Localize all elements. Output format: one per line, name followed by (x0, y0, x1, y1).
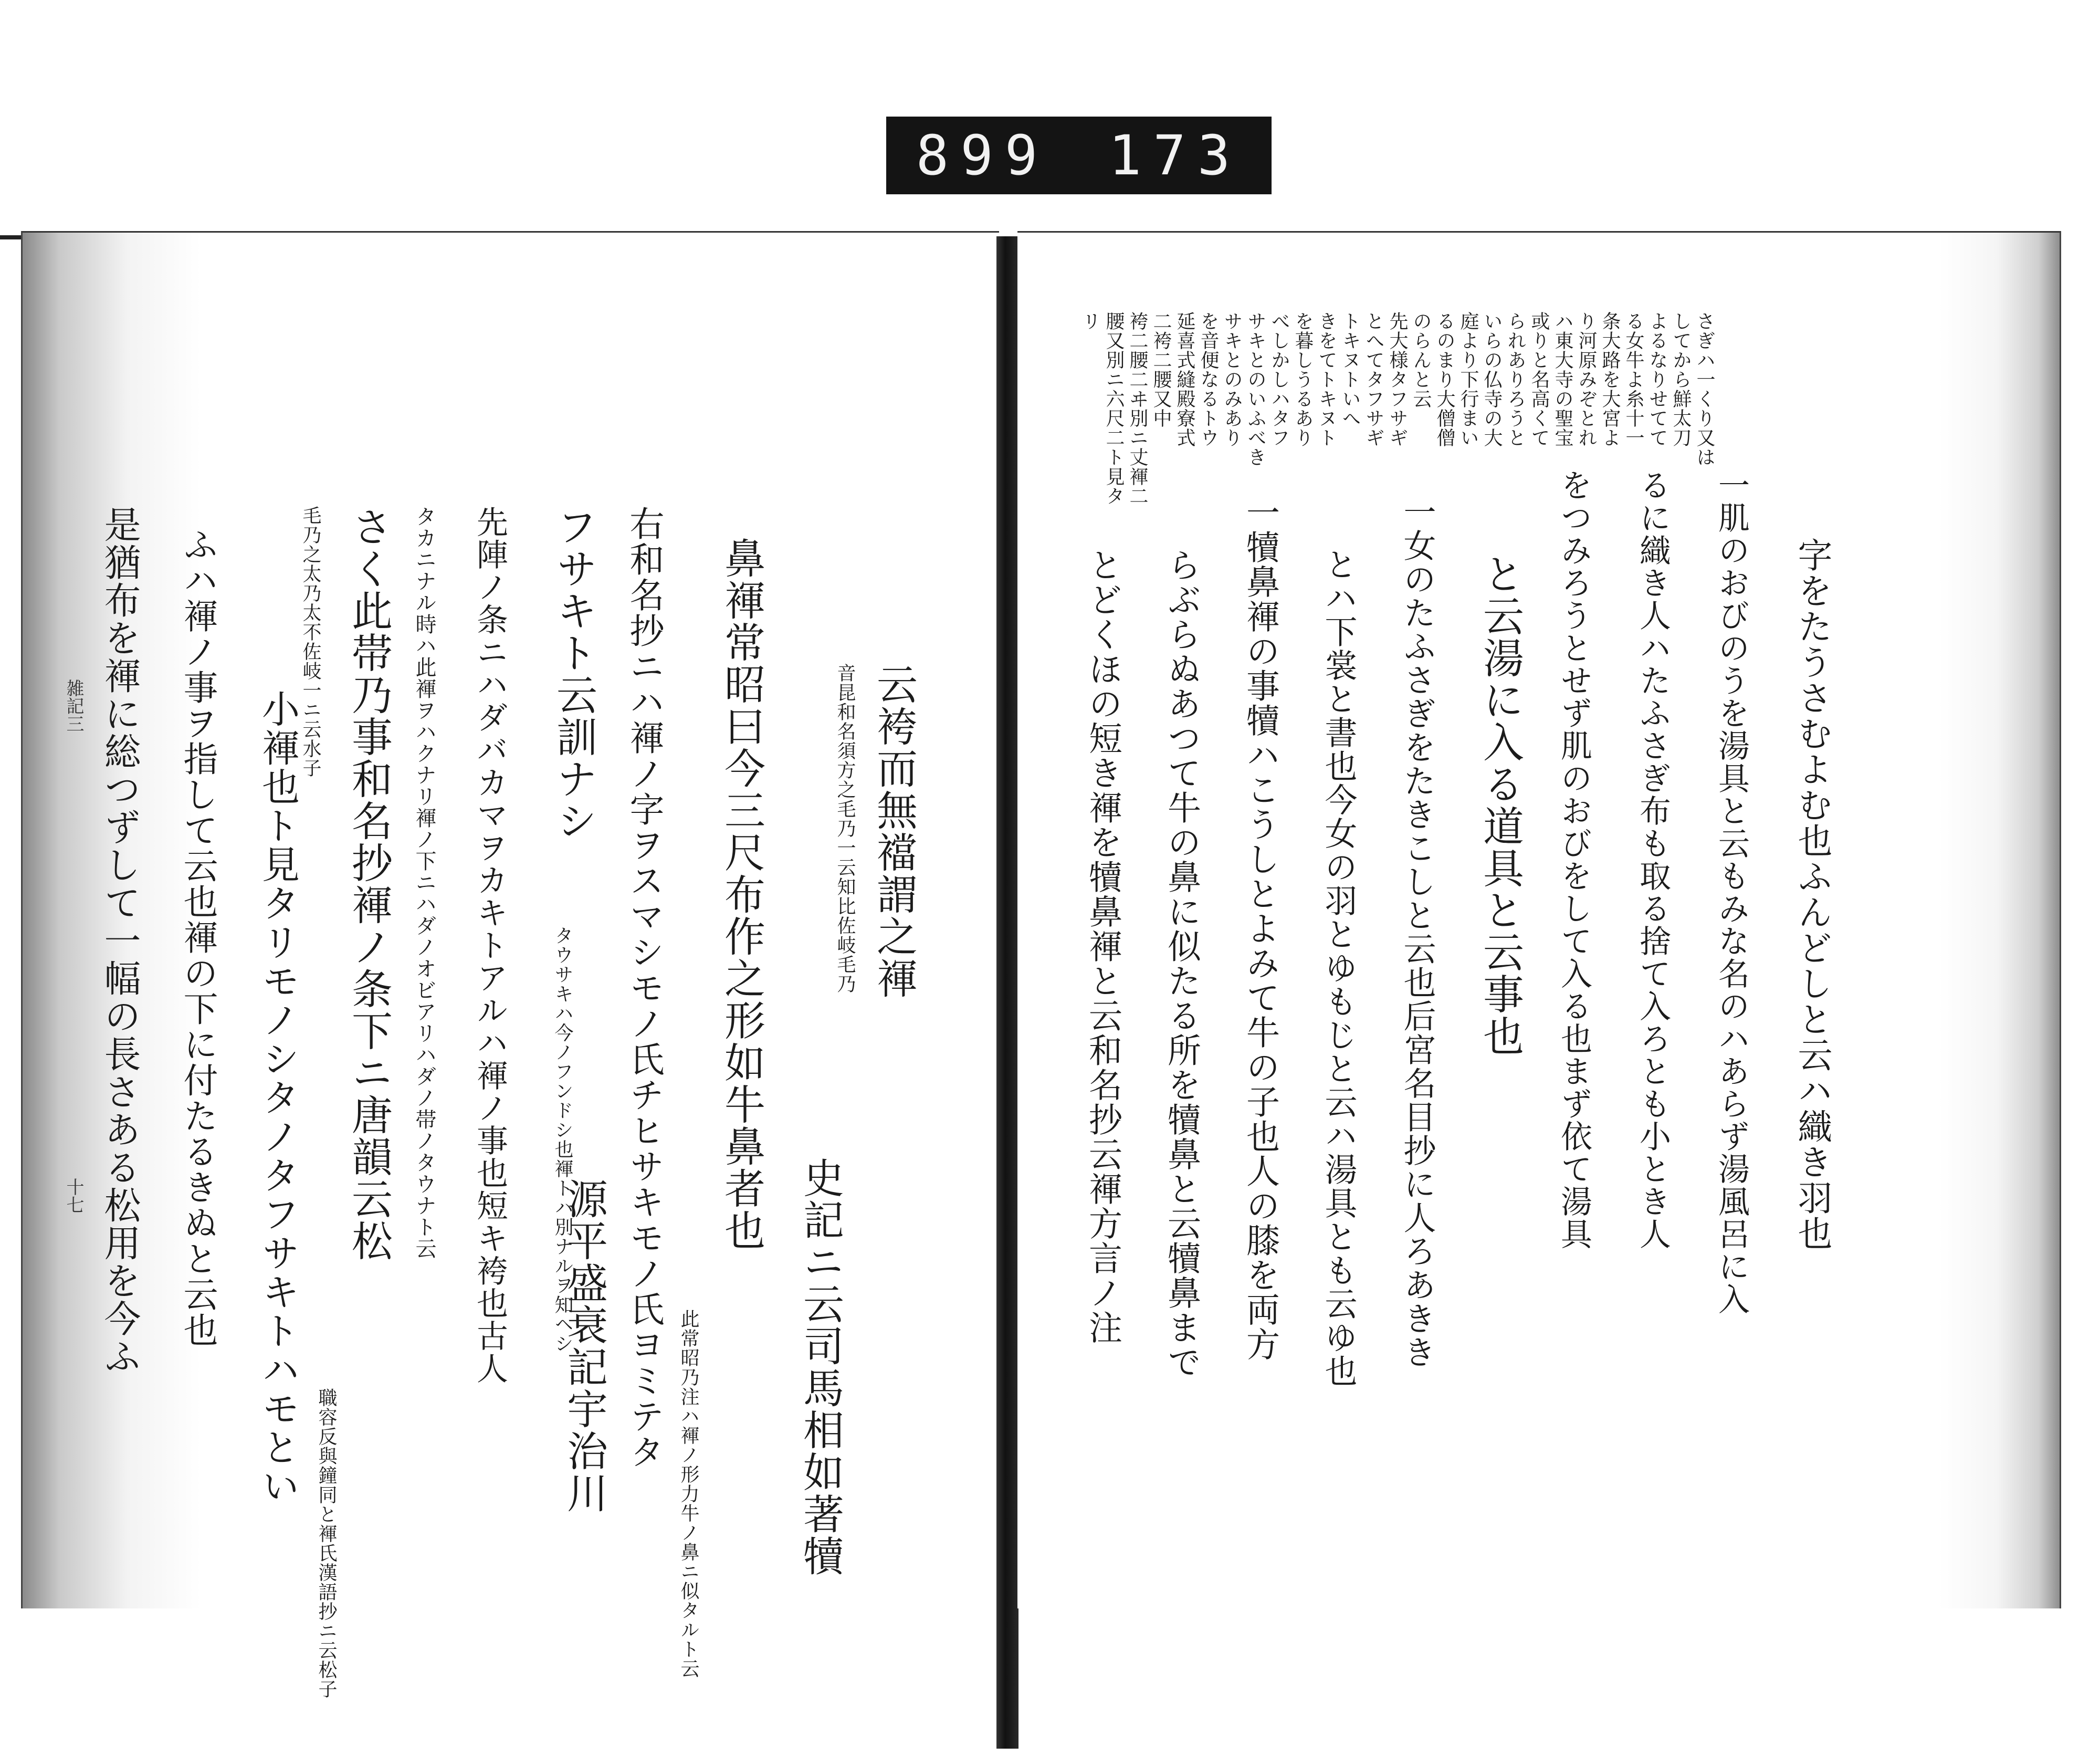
right-note-12: るのまり大僧僧 (1434, 311, 1455, 447)
left-note-4: 職容反與鐘同と褌氏漢語抄ニ云松子 (316, 1388, 337, 1699)
right-page (1017, 231, 2061, 1608)
right-note-25: 袴二腰二ヰ別ニ丈褌二 (1127, 311, 1148, 506)
left-note-1: 音昆和名須方之毛乃一云知比佐岐毛乃 (834, 663, 856, 994)
right-column-2: 一肌のおびのうを湯具と云もみな名のハあらず湯風呂に入 (1713, 469, 1750, 1315)
right-column-6: 一女のたふさぎをたきこしと云也后宮名目抄に人ろあきき (1398, 495, 1436, 1369)
right-note-16: トキヌトいへ (1339, 311, 1361, 428)
left-column-10: 小褌也ト見タリモノシタノタフサキトハモとい (256, 689, 300, 1506)
left-column-12: 是猶布を褌に総つずして一幅の長さある松用を今ふ (98, 506, 141, 1375)
right-note-20: サキとのいふべき (1245, 311, 1266, 467)
right-column-7: とハ下裳と書也今女の羽とゆもじと云ハ湯具とも云ゆ也 (1319, 548, 1358, 1388)
right-note-14: 先大様タフサギ (1387, 311, 1408, 447)
right-note-23: 延喜式縫殿寮式 (1174, 311, 1195, 447)
left-column-5: フサキト云訓ナシ (550, 506, 597, 842)
right-note-22: を音便なるトウ (1198, 311, 1219, 447)
right-note-4: る女牛よ糸十一 (1623, 311, 1644, 447)
left-page (21, 231, 999, 1699)
right-column-4: をつみろうとせず肌のおびをして入る也まず依て湯具 (1556, 469, 1592, 1250)
right-note-19: べしかしハタフ (1268, 311, 1290, 447)
right-note-2: してから鮮太刀 (1670, 311, 1692, 447)
folio-number: 十七 (63, 1178, 84, 1214)
right-column-3: るに織き人ハたふさぎ布も取る捨て入ろとも小とき人 (1634, 469, 1671, 1250)
right-column-5: と云湯に入る道具と云事也 (1476, 553, 1524, 1057)
reference-number-1: 899 (916, 123, 1049, 187)
reference-number-2: 173 (1108, 123, 1242, 187)
right-note-11: 庭より下行まい (1457, 311, 1479, 447)
right-note-26: 腰又別ニ六尺二ト見タ (1103, 311, 1125, 506)
open-book (0, 215, 2090, 1756)
reference-label (886, 117, 1272, 194)
left-note-2: 此常昭乃注ハ褌ノ形力牛ノ鼻ニ似タルト云 (678, 1309, 699, 1678)
left-note-3: タウサキハ今ノフンドシ也褌トハ別ナルヲ知ヘシ (552, 926, 573, 1353)
right-column-9: らぶらぬあつて牛の鼻に似たる所を犢鼻と云犢鼻まで (1162, 548, 1201, 1379)
right-note-10: いらの仏寺の大 (1481, 311, 1503, 447)
left-column-1: 云袴而無襠謂之褌 (870, 663, 917, 999)
right-note-1: さぎハ一くり又は (1694, 311, 1715, 467)
right-note-9: られありろうと (1505, 311, 1526, 447)
right-note-18: を暮しうるあり (1292, 311, 1314, 447)
left-column-2: 史記ニ云司馬相如著犢 (796, 1157, 844, 1577)
right-note-8: 或りと名高くて (1528, 311, 1550, 447)
right-note-27: リ (1079, 311, 1101, 331)
page-header: 雑記三 (63, 679, 84, 733)
left-column-4: 右和名抄ニハ褌ノ字ヲスマシモノ氏チヒサキモノ氏ヨミテタ (624, 506, 664, 1470)
right-note-6: り河原みぞとれ (1576, 311, 1597, 447)
right-note-15: とへてタフサギ (1363, 311, 1384, 447)
left-column-3: 鼻褌常昭曰今三尺布作之形如牛鼻者也 (718, 537, 765, 1251)
right-note-13: のらんと云 (1410, 311, 1432, 409)
right-note-24: 二袴二腰又中 (1150, 311, 1172, 428)
right-note-7: ハ東大寺の聖宝 (1552, 311, 1573, 447)
left-column-6: 源平盛衰記宇治川 (560, 1178, 607, 1514)
left-column-11: ふハ褌ノ事ヲ指して云也褌の下に付たるきぬと云也 (177, 527, 218, 1348)
right-column-8: 一犢鼻褌の事犢ハこうしとよみて牛の子也人の膝を両方 (1241, 495, 1279, 1362)
right-note-3: よるなりせてて (1646, 311, 1668, 447)
right-note-5: 条大路を大宮よ (1599, 311, 1621, 447)
right-column-1: 字をたうさむよむ也ふんどしと云ハ織き羽也 (1792, 537, 1832, 1251)
right-note-17: きをてトキヌト (1316, 311, 1337, 447)
left-column-8: タカニナル時ハ此褌ヲハクナリ褌ノ下ニハダノオビアリハダノ帯ノタウナト云 (412, 506, 436, 1259)
left-column-9: さく此帯乃事和名抄褌ノ条下ニ唐韻云松 (345, 506, 392, 1262)
left-column-7: 先陣ノ条ニハダバカマヲカキトアルハ褌ノ事也短キ袴也古人 (471, 506, 508, 1385)
right-note-21: サキとのみあり (1221, 311, 1243, 447)
right-column-10: とどくほの短き褌を犢鼻褌と云和名抄云褌方言ノ注 (1083, 548, 1122, 1345)
left-note-5: 毛乃之太乃太不佐岐一ニ云水子 (300, 506, 321, 778)
book-gutter (996, 236, 1018, 1749)
